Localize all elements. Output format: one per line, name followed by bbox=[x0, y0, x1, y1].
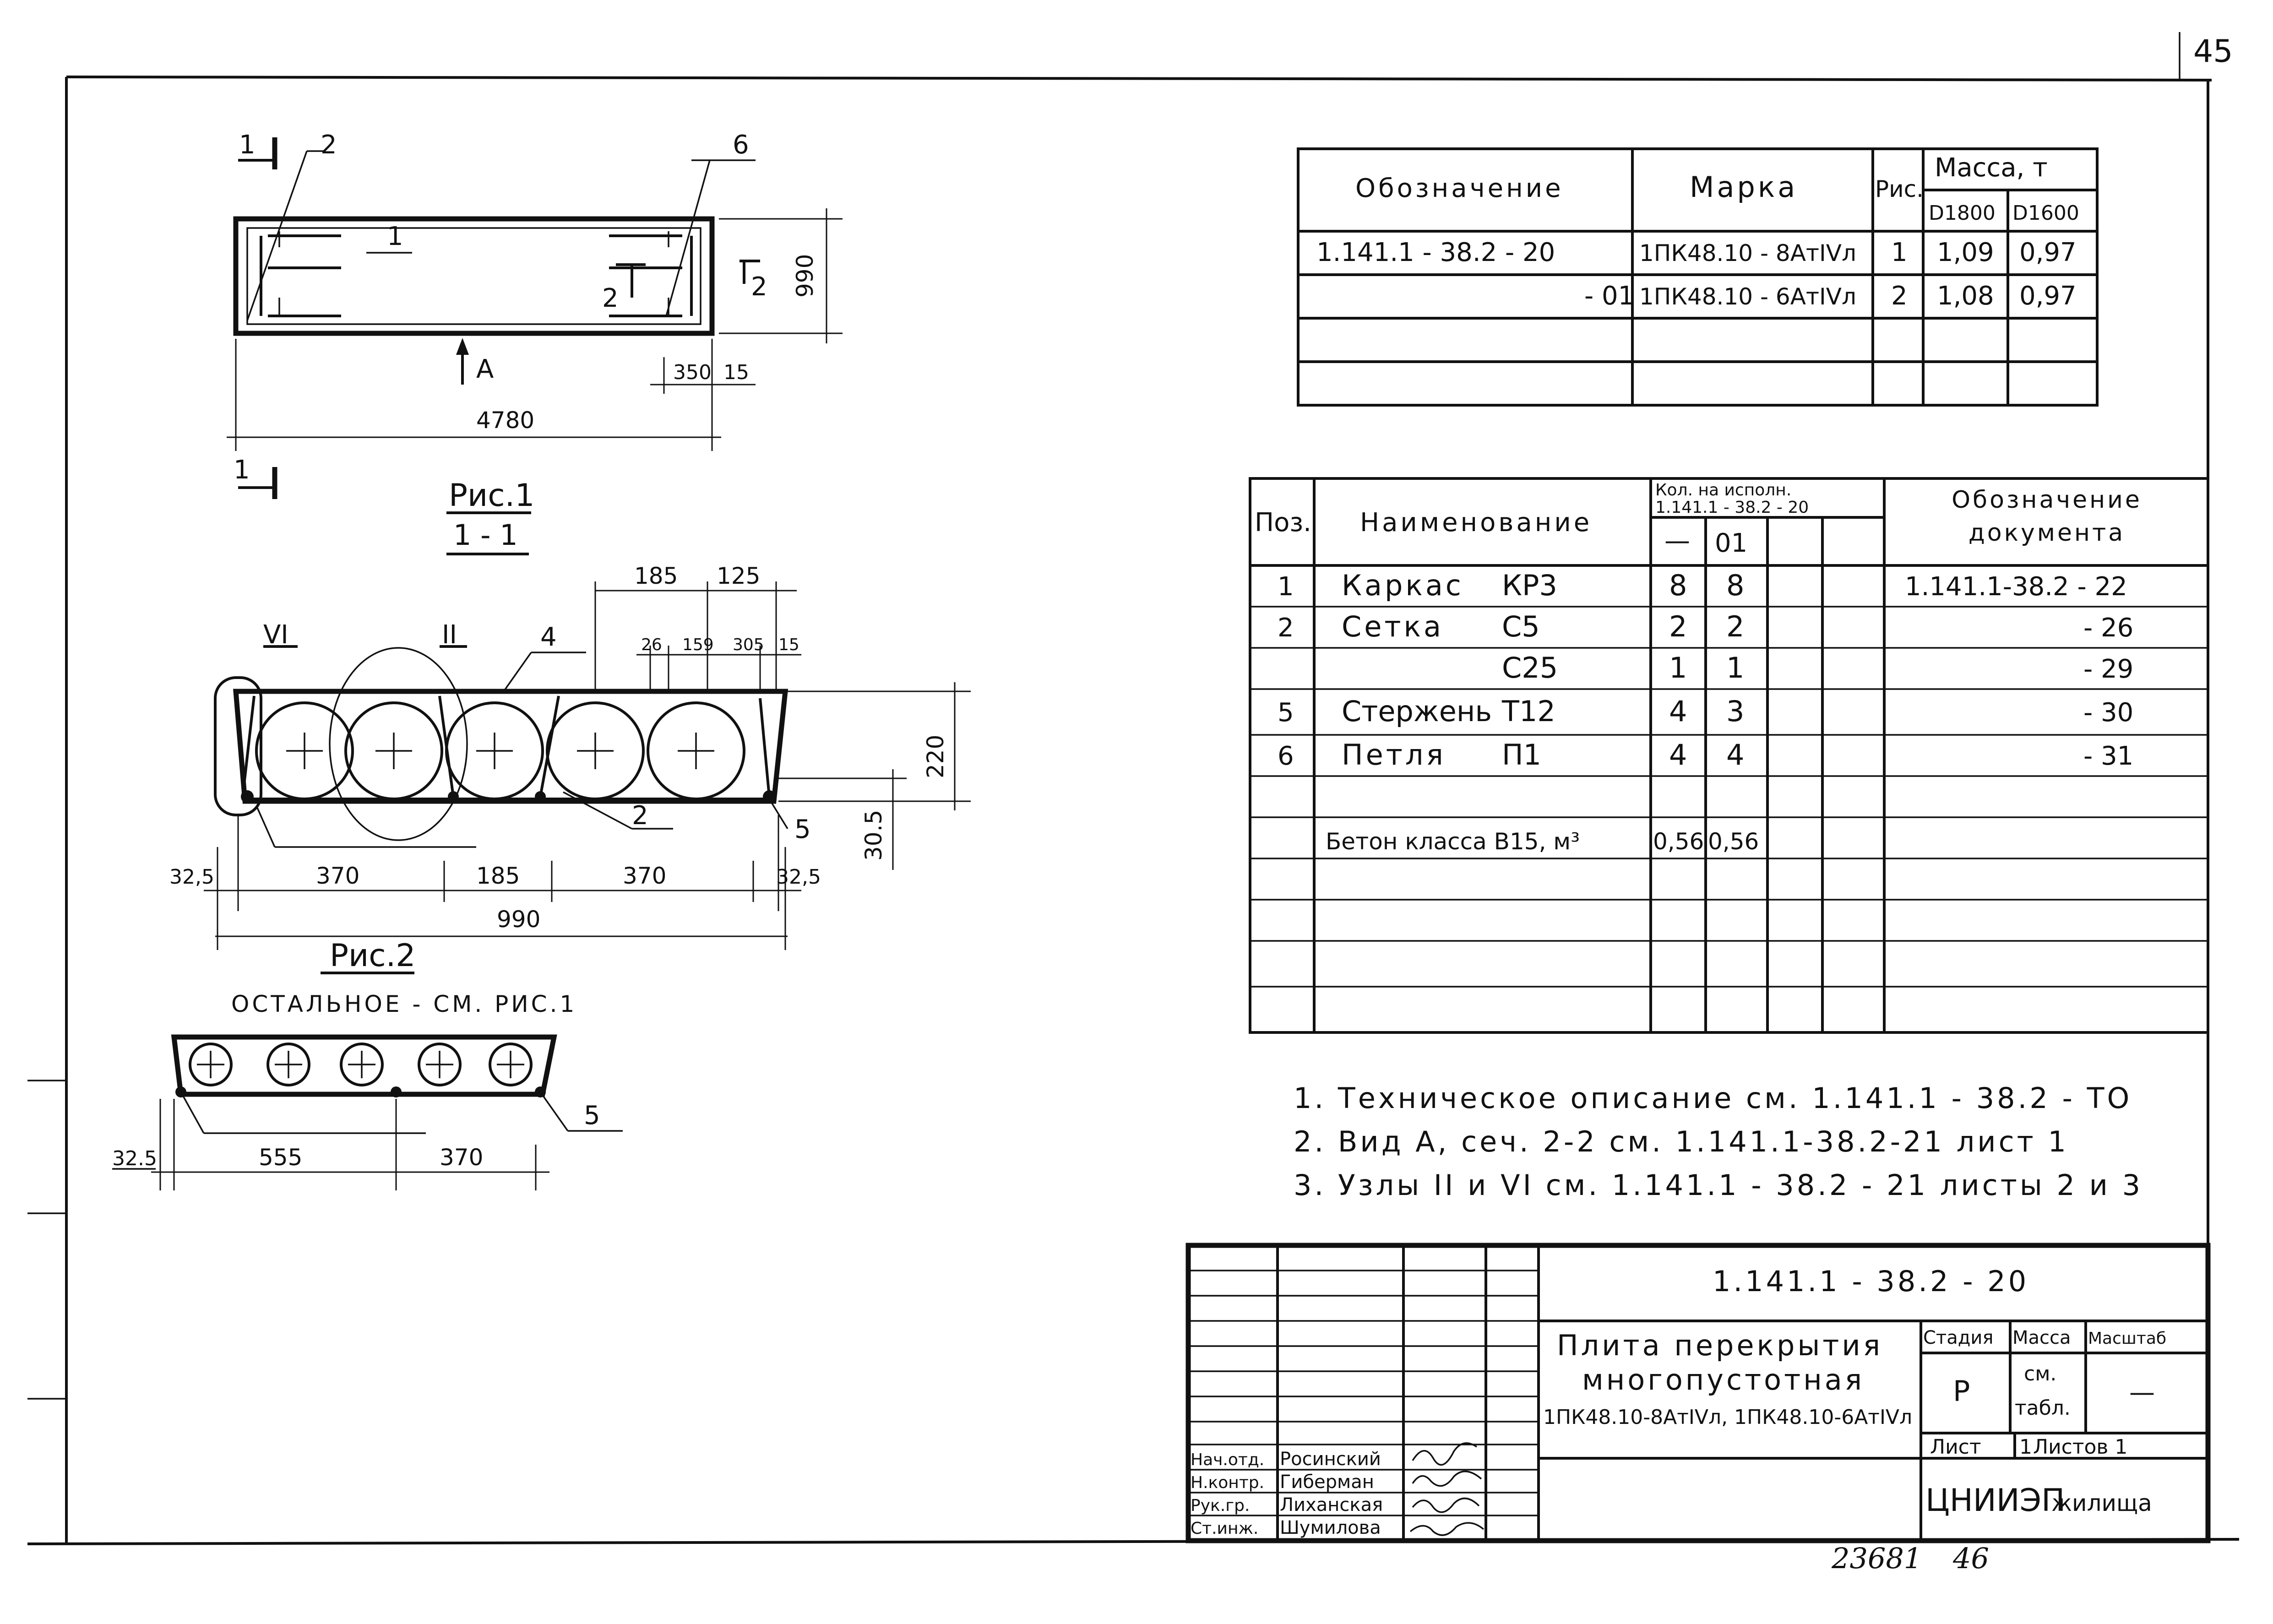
spec-header-name: Наименование bbox=[1360, 508, 1593, 538]
spec-row-6-q2: 4 bbox=[1726, 738, 1745, 771]
leader-5: 5 bbox=[794, 815, 811, 844]
mass-row-2-oboz: - 01 bbox=[1584, 281, 1635, 311]
scale-header: Масштаб bbox=[2088, 1329, 2167, 1348]
note-1: 1. Техническое описание см. 1.141.1 - 38.2 - ТО bbox=[1294, 1081, 2132, 1115]
node-ii-label: II bbox=[442, 620, 457, 650]
fig2-caption: Рис.2 bbox=[330, 938, 416, 974]
mass-header-marka: Марка bbox=[1690, 170, 1798, 204]
fig2-dim-370: 370 bbox=[440, 1144, 484, 1171]
dim-32-5-left: 32,5 bbox=[169, 865, 214, 889]
staff-4-name: Шумилова bbox=[1280, 1517, 1381, 1538]
org-name-1: ЦНИИЭП bbox=[1925, 1483, 2065, 1519]
fig1-caption: Рис.1 bbox=[449, 478, 535, 514]
signatures bbox=[1410, 1443, 1484, 1535]
spec-row-1-mark: КР3 bbox=[1502, 569, 1557, 602]
spec-header-k2: 01 bbox=[1715, 528, 1748, 558]
sheet-number: 1 bbox=[2019, 1435, 2032, 1459]
spec-row-5-mark: Т12 bbox=[1502, 695, 1555, 728]
section-1-1 bbox=[204, 581, 971, 950]
scale-value: — bbox=[2129, 1378, 2155, 1407]
spec-header-doc: Обозначение документа bbox=[1952, 486, 2142, 547]
spec-row-3-mark: С25 bbox=[1502, 651, 1558, 684]
spec-concrete-q1: 0,56 bbox=[1653, 828, 1704, 855]
spec-row-5-name: Стержень bbox=[1342, 695, 1492, 728]
dim-185-top: 185 bbox=[634, 563, 678, 589]
mass-header-massa: Масса, т bbox=[1935, 153, 2048, 183]
spec-row-1-q2: 8 bbox=[1726, 569, 1745, 602]
note-2: 2. Вид А, сеч. 2-2 см. 1.141.1-38.2-21 лист 1 bbox=[1294, 1125, 2069, 1158]
note-3: 3. Узлы II и VI см. 1.141.1 - 38.2 - 21 листы 2 и 3 bbox=[1294, 1168, 2143, 1202]
sheet-label: Лист bbox=[1930, 1435, 1981, 1459]
spec-concrete-q2: 0,56 bbox=[1708, 828, 1759, 855]
cut-mark-2-right: 2 bbox=[751, 272, 767, 302]
mass-value-2: табл. bbox=[2015, 1396, 2071, 1420]
spec-row-2-q1: 2 bbox=[1669, 610, 1687, 643]
fig1-leader-6: 6 bbox=[733, 130, 749, 160]
staff-2-role: Н.контр. bbox=[1191, 1473, 1265, 1492]
staff-4-role: Ст.инж. bbox=[1191, 1519, 1259, 1538]
fig2-section bbox=[151, 1037, 623, 1190]
dim-15-top: 15 bbox=[778, 635, 799, 654]
staff-3-name: Лиханская bbox=[1280, 1494, 1383, 1515]
spec-row-2-poz: 2 bbox=[1278, 613, 1294, 643]
view-a-label: А bbox=[476, 354, 494, 384]
mass-row-1-m1: 1,09 bbox=[1937, 238, 1994, 267]
staff-2-name: Гиберман bbox=[1280, 1472, 1374, 1493]
stage-header: Стадия bbox=[1923, 1327, 1994, 1348]
mass-header-d1800: D1800 bbox=[1929, 201, 1996, 225]
dim-370-b: 370 bbox=[623, 863, 667, 889]
dim-125-top: 125 bbox=[717, 563, 761, 589]
mass-row-1-ris: 1 bbox=[1891, 238, 1908, 267]
spec-row-2-q2: 2 bbox=[1726, 610, 1745, 643]
page-number: 45 bbox=[2193, 33, 2233, 70]
spec-row-1-doc: 1.141.1-38.2 - 22 bbox=[1905, 572, 2127, 602]
mass-row-2-m2: 0,97 bbox=[2019, 281, 2077, 311]
title-line-3: 1ПК48.10-8АтIVл, 1ПК48.10-6АтIVл bbox=[1543, 1406, 1913, 1429]
cut-mark-top: 1 bbox=[239, 130, 256, 160]
spec-row-2-mark: С5 bbox=[1502, 610, 1540, 643]
dim-15: 15 bbox=[723, 361, 749, 384]
fig1-leader-2: 2 bbox=[321, 130, 337, 160]
spec-row-3-q2: 1 bbox=[1726, 651, 1745, 684]
title-code: 1.141.1 - 38.2 - 20 bbox=[1713, 1265, 2029, 1298]
spec-row-3-doc: - 29 bbox=[2083, 654, 2134, 684]
inventory-suffix: 46 bbox=[1953, 1542, 1989, 1575]
org-name-2: жилища bbox=[2051, 1490, 2152, 1516]
dim-159: 159 bbox=[682, 635, 714, 654]
mass-row-1-m2: 0,97 bbox=[2019, 238, 2077, 267]
spec-row-5-doc: - 30 bbox=[2083, 698, 2134, 728]
dim-width-990: 990 bbox=[792, 254, 818, 298]
leader-2: 2 bbox=[632, 801, 648, 831]
dim-185-bottom: 185 bbox=[476, 863, 520, 889]
fig1-plan bbox=[227, 137, 843, 499]
dim-height-220: 220 bbox=[922, 734, 949, 778]
mass-row-2-ris: 2 bbox=[1891, 281, 1908, 311]
spec-row-1-poz: 1 bbox=[1278, 572, 1294, 602]
dim-32-5-right: 32,5 bbox=[776, 865, 821, 889]
dim-length-4780: 4780 bbox=[476, 407, 535, 434]
title-line-1: Плита перекрытия bbox=[1557, 1329, 1883, 1362]
spec-row-2-doc: - 26 bbox=[2083, 613, 2134, 643]
leader-4: 4 bbox=[540, 622, 557, 652]
mass-row-1-marka: 1ПК48.10 - 8АтIVл bbox=[1639, 240, 1856, 266]
mass-header-oboz: Обозначение bbox=[1355, 174, 1564, 203]
dim-305: 305 bbox=[733, 635, 764, 654]
spec-row-6-name: Петля bbox=[1342, 738, 1446, 771]
spec-row-6-poz: 6 bbox=[1278, 741, 1294, 771]
spec-row-5-q1: 4 bbox=[1669, 695, 1687, 728]
dim-bottom-30-5: 30.5 bbox=[860, 809, 887, 861]
section-1-1-caption: 1 - 1 bbox=[453, 518, 518, 552]
mass-header-d1600: D1600 bbox=[2012, 201, 2079, 225]
dim-overall-990: 990 bbox=[497, 906, 541, 933]
spec-row-5-q2: 3 bbox=[1726, 695, 1745, 728]
spec-row-6-mark: П1 bbox=[1502, 738, 1542, 771]
spec-row-1-q1: 8 bbox=[1669, 569, 1687, 602]
sheets-count: Листов 1 bbox=[2033, 1435, 2128, 1459]
staff-3-role: Рук.гр. bbox=[1191, 1496, 1250, 1515]
spec-row-5-poz: 5 bbox=[1278, 698, 1294, 728]
mass-value-1: см. bbox=[2024, 1362, 2057, 1385]
fig2-leader-5: 5 bbox=[584, 1101, 600, 1130]
spec-header-kol-sub: 1.141.1 - 38.2 - 20 bbox=[1655, 498, 1809, 517]
inventory-number: 23681 bbox=[1832, 1542, 1922, 1575]
cut-mark-2-left: 2 bbox=[602, 283, 619, 313]
dim-26: 26 bbox=[641, 635, 662, 654]
mass-header: Масса bbox=[2012, 1327, 2071, 1348]
spec-row-1-name: Каркас bbox=[1342, 569, 1464, 602]
node-vi-label: VI bbox=[263, 620, 288, 650]
stage-value: Р bbox=[1953, 1374, 1970, 1408]
spec-concrete-label: Бетон класса В15, м³ bbox=[1326, 828, 1580, 855]
cut-mark-bottom: 1 bbox=[234, 455, 250, 485]
fig2-subcaption: ОСТАЛЬНОЕ - СМ. РИС.1 bbox=[231, 991, 577, 1017]
spec-header-kol: Кол. на исполн. bbox=[1655, 481, 1792, 500]
spec-header-k1: — bbox=[1664, 526, 1690, 556]
spec-header-doc-wrap bbox=[1889, 481, 2205, 563]
mass-row-2-m1: 1,08 bbox=[1937, 281, 1994, 311]
fig1-leader-1: 1 bbox=[387, 222, 403, 251]
spec-row-6-doc: - 31 bbox=[2083, 741, 2134, 771]
fig2-dim-32-5: 32.5 bbox=[112, 1147, 157, 1170]
mass-row-1-oboz: 1.141.1 - 38.2 - 20 bbox=[1316, 238, 1555, 267]
spec-row-2-name: Сетка bbox=[1342, 610, 1444, 643]
spec-row-3-q1: 1 bbox=[1669, 651, 1687, 684]
staff-1-role: Нач.отд. bbox=[1191, 1450, 1265, 1469]
mass-header-ris: Рис. bbox=[1875, 176, 1924, 202]
staff-1-name: Росинский bbox=[1280, 1449, 1381, 1470]
dim-370-a: 370 bbox=[316, 863, 360, 889]
spec-row-6-q1: 4 bbox=[1669, 738, 1687, 771]
fig2-dim-555: 555 bbox=[259, 1144, 303, 1171]
dim-350: 350 bbox=[673, 361, 712, 384]
title-line-2: многопустотная bbox=[1582, 1363, 1865, 1396]
mass-row-2-marka: 1ПК48.10 - 6АтIVл bbox=[1639, 283, 1856, 310]
spec-header-poz: Поз. bbox=[1255, 508, 1311, 538]
